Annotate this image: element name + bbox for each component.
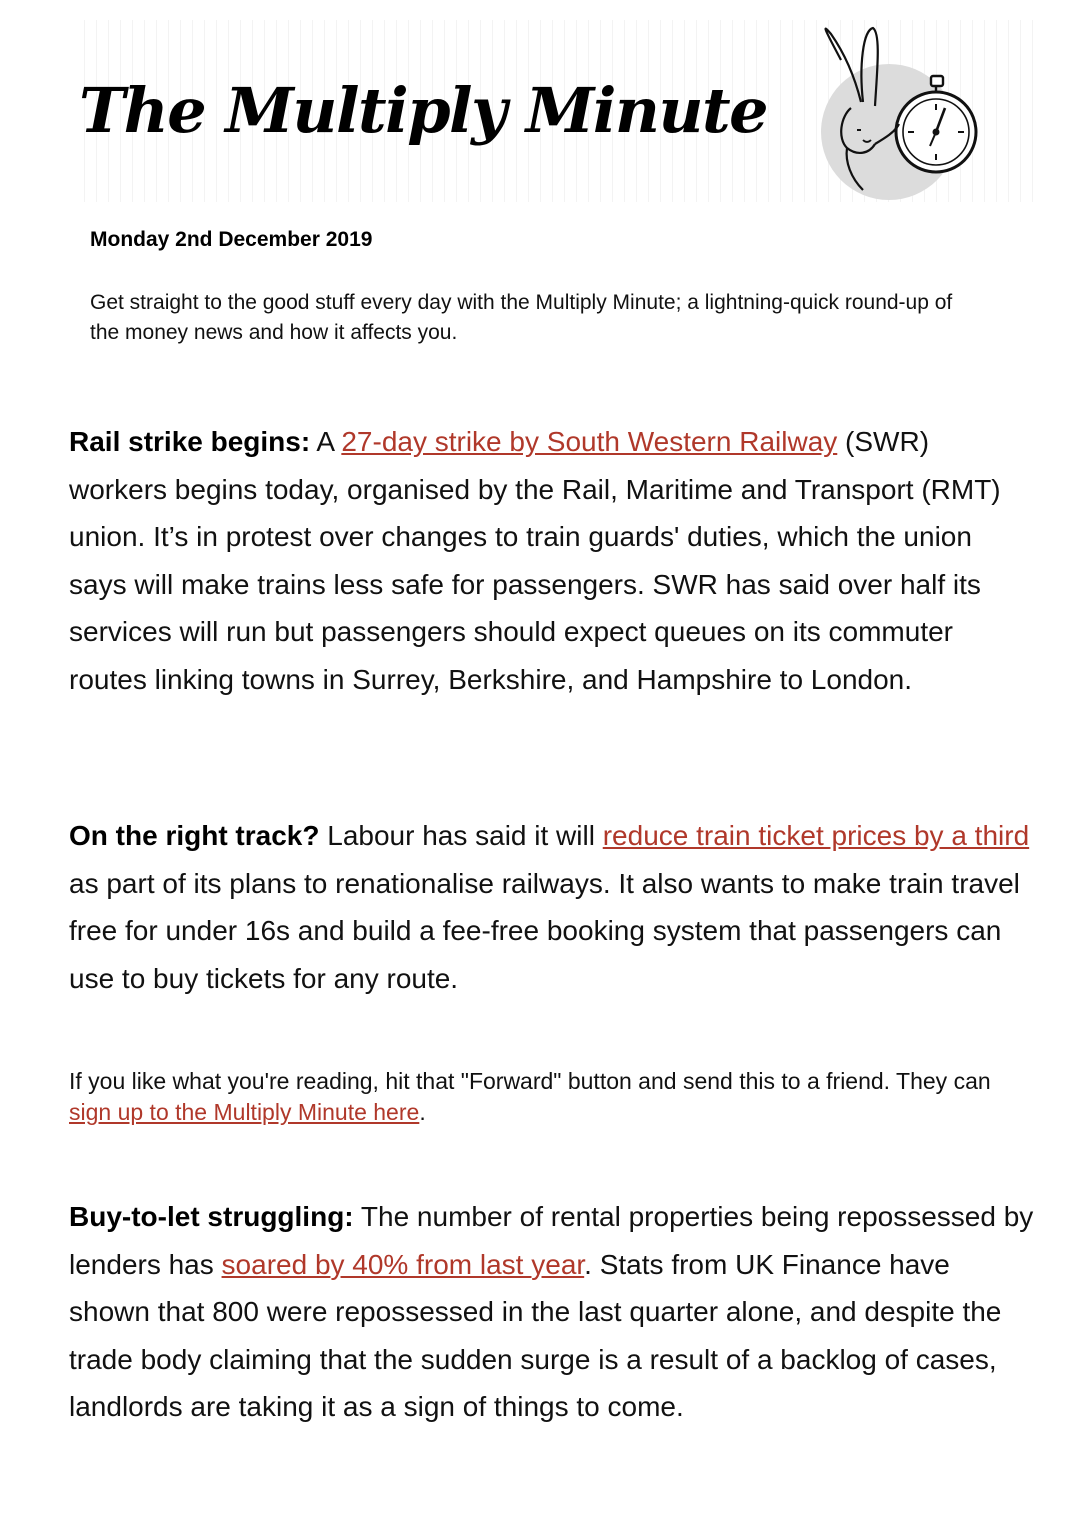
news-link[interactable]: reduce train ticket prices by a third xyxy=(602,820,1030,851)
news-text: as part of its plans to renationalise railways. It also wants to make train travel free for under 16s and build a fee-free booking system that passengers can use to buy tickets for any route. xyxy=(69,867,1020,994)
promo-text: . xyxy=(419,1099,426,1125)
news-item-right-track xyxy=(69,812,1034,1002)
rabbit-with-stopwatch-icon xyxy=(811,20,1033,202)
news-item-rail-strike xyxy=(69,418,1034,703)
news-text: . Stats from UK Finance have shown that 800 were repossessed in the last quarter alone, and despite the trade body claiming that the sudden surge is a result of a backlog of cases, landlords are taking it as a sign of things to come. xyxy=(69,1248,1002,1422)
news-text: (SWR) workers begins today, organised by the Rail, Maritime and Transport (RMT) union. It’s in protest over changes to train guards' duties, which the union says will make trains less safe for passengers. SWR has said over half its services will run but passengers should expect queues on its commuter routes linking towns in Surrey, Berkshire, and Hampshire to London. xyxy=(69,426,1001,695)
news-text: Labour has said it will xyxy=(319,820,603,851)
news-item-buy-to-let xyxy=(69,1193,1034,1431)
promo-text: If you like what you're reading, hit that "Forward" button and send this to a friend. They can xyxy=(69,1068,991,1094)
news-text: The number of rental properties being repossessed by lenders has xyxy=(69,1201,1034,1280)
issue-date: Monday 2nd December 2019 xyxy=(90,228,373,251)
news-heading: Buy-to-let struggling: xyxy=(69,1201,354,1232)
news-link[interactable]: 27-day strike by South Western Railway xyxy=(341,426,838,457)
intro-text: Get straight to the good stuff every day with the Multiply Minute; a lightning-quick round-up of the money news and how it affects you. xyxy=(90,291,953,344)
news-text: A xyxy=(310,426,342,457)
forward-promo xyxy=(69,1066,1009,1128)
signup-link[interactable]: sign up to the Multiply Minute here xyxy=(69,1099,420,1125)
newsletter-header xyxy=(73,20,1033,202)
news-heading: On the right track? xyxy=(69,820,320,851)
news-link[interactable]: soared by 40% from last year xyxy=(221,1248,585,1280)
news-heading: Rail strike begins: xyxy=(69,426,311,457)
newsletter-title: The Multiply Minute xyxy=(79,74,768,147)
